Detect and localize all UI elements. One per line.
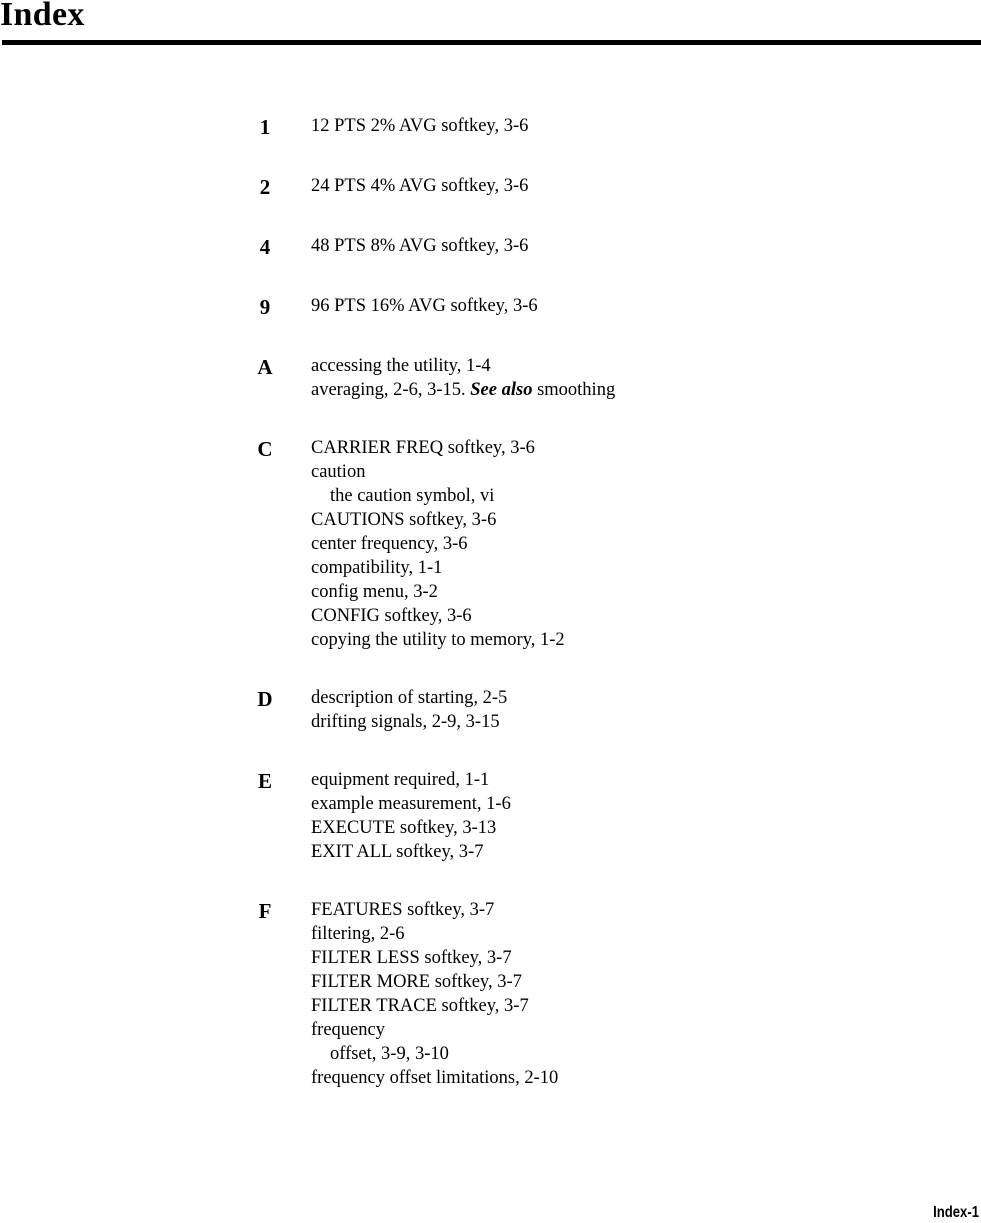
index-entry: CARRIER FREQ softkey, 3-6 — [311, 438, 535, 458]
index-entry: 96 PTS 16% AVG softkey, 3-6 — [311, 296, 538, 316]
index-entry: drifting signals, 2-9, 3-15 — [311, 712, 500, 732]
entry-list — [311, 686, 507, 734]
index-entry: description of starting, 2-5 — [311, 688, 508, 708]
entry-list — [311, 174, 528, 198]
index-entry: 12 PTS 2% AVG softkey, 3-6 — [311, 116, 529, 136]
index-entry: CONFIG softkey, 3-6 — [311, 606, 472, 626]
index-entry: compatibility, 1-1 — [311, 558, 443, 578]
group-letter: C — [257, 437, 273, 461]
entry-list — [311, 354, 615, 402]
index-entry: FILTER TRACE softkey, 3-7 — [311, 996, 529, 1016]
index-entry: CAUTIONS softkey, 3-6 — [311, 510, 497, 530]
index-entry: config menu, 3-2 — [311, 582, 438, 602]
group-letter: F — [258, 899, 272, 923]
entry-list — [311, 294, 538, 318]
index-entry: copying the utility to memory, 1-2 — [311, 630, 565, 650]
index-group — [250, 234, 950, 259]
index-group — [250, 898, 950, 1090]
group-letter: 1 — [259, 115, 271, 139]
index-entry: center frequency, 3-6 — [311, 534, 468, 554]
index-subentry: the caution symbol, vi — [330, 486, 495, 506]
index-entry: FEATURES softkey, 3-7 — [311, 900, 495, 920]
index-entry: FILTER MORE softkey, 3-7 — [311, 972, 522, 992]
see-also-target: smoothing — [537, 380, 616, 400]
index-entry: example measurement, 1-6 — [311, 794, 511, 814]
index-group — [250, 436, 950, 652]
page-title: Index — [0, 0, 85, 33]
index-group — [250, 768, 950, 864]
index-group — [250, 114, 950, 139]
index-entry: 24 PTS 4% AVG softkey, 3-6 — [311, 176, 529, 196]
index-entry: filtering, 2-6 — [311, 924, 405, 944]
index-entry: frequency — [311, 1020, 385, 1040]
group-letter: A — [257, 355, 273, 379]
entry-list — [311, 114, 528, 138]
index-group — [250, 174, 950, 199]
group-letter: 2 — [259, 175, 271, 199]
group-letter: D — [257, 687, 273, 711]
entry-list — [311, 436, 565, 652]
entry-list — [311, 234, 528, 258]
index-entry: 48 PTS 8% AVG softkey, 3-6 — [311, 236, 529, 256]
entry-list — [311, 898, 558, 1090]
index-subentry: offset, 3-9, 3-10 — [330, 1044, 449, 1064]
title-rule — [2, 40, 981, 45]
index-entry: FILTER LESS softkey, 3-7 — [311, 948, 512, 968]
index-group — [250, 354, 950, 402]
entry-text: averaging, 2-6, 3-15. — [311, 380, 466, 400]
group-letter: 9 — [259, 295, 271, 319]
index-entry: frequency offset limitations, 2-10 — [311, 1068, 559, 1088]
index-entry: caution — [311, 462, 366, 482]
index-entry: accessing the utility, 1-4 — [311, 356, 491, 376]
index-group — [250, 294, 950, 319]
group-letter: E — [257, 769, 272, 793]
entry-list — [311, 768, 511, 864]
index-entry: equipment required, 1-1 — [311, 770, 490, 790]
index-entry: EXECUTE softkey, 3-13 — [311, 818, 497, 838]
page-folio: Index-1 — [933, 1204, 979, 1221]
see-also-label: See also — [470, 380, 533, 400]
group-letter: 4 — [259, 235, 271, 259]
index-entry: EXIT ALL softkey, 3-7 — [311, 842, 484, 862]
index-entry — [311, 378, 615, 402]
index-group — [250, 686, 950, 734]
index-body — [250, 80, 950, 1090]
